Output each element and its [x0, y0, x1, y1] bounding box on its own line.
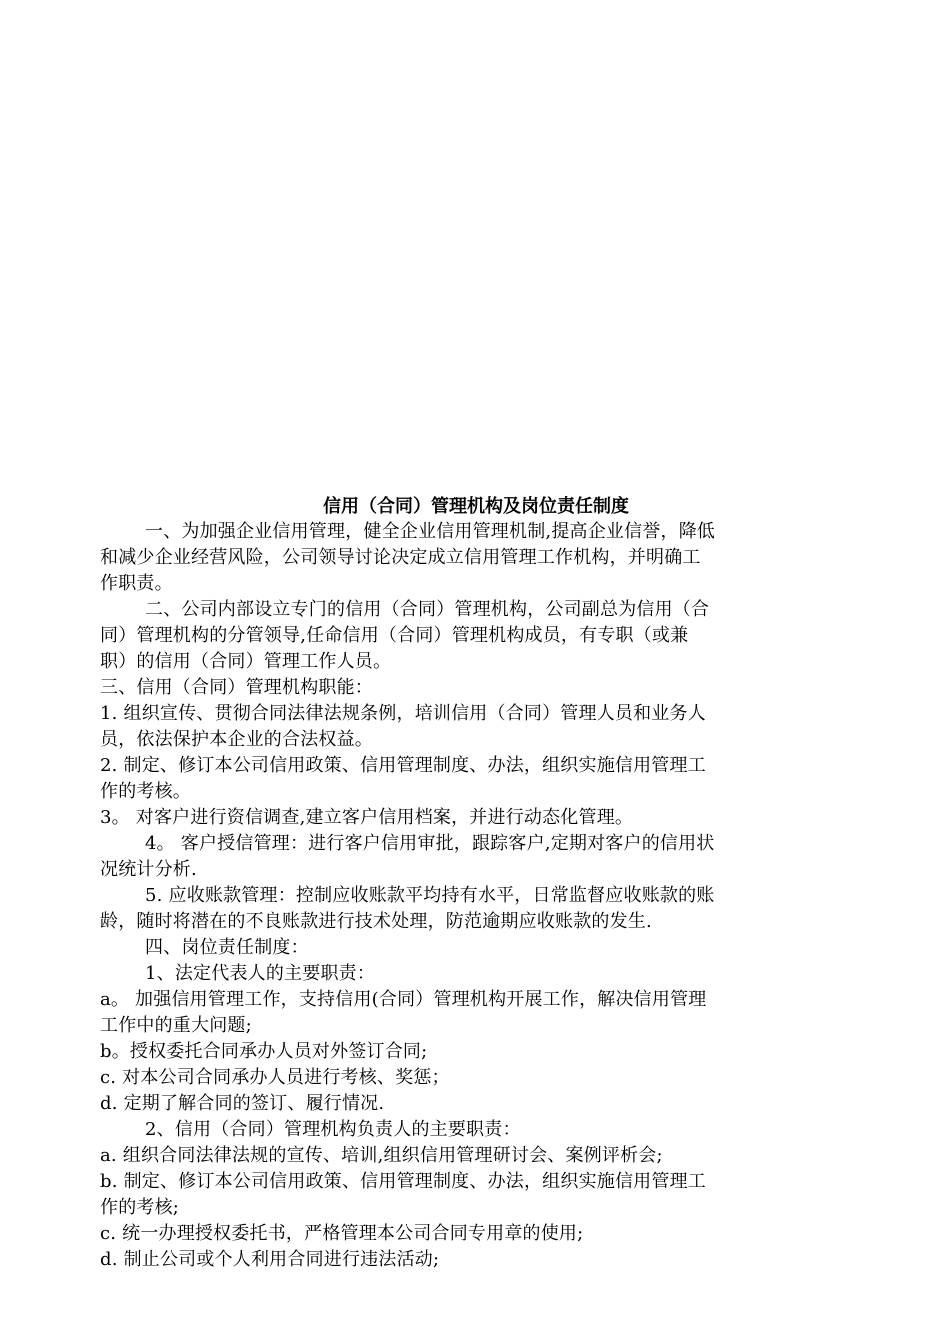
text-line: 4。 客户授信管理：进行客户信用审批，跟踪客户,定期对客户的信用状	[145, 833, 715, 854]
text-line: 况统计分析.	[100, 859, 197, 880]
text-line: c. 统一办理授权委托书，严格管理本公司合同专用章的使用;	[100, 1223, 584, 1244]
text-line: 5. 应收账款管理：控制应收账款平均持有水平，日常监督应收账款的账	[145, 885, 715, 906]
text-line: 2. 制定、修订本公司信用政策、信用管理制度、办法，组织实施信用管理工	[100, 755, 706, 776]
text-line: 3。 对客户进行资信调查,建立客户信用档案，并进行动态化管理。	[100, 807, 634, 828]
text-line: 作的考核。	[100, 781, 191, 802]
text-line: 二、公司内部设立专门的信用（合同）管理机构，公司副总为信用（合	[145, 599, 710, 620]
text-line: 三、信用（合同）管理机构职能：	[100, 677, 373, 698]
text-line: 职）的信用（合同）管理工作人员。	[100, 651, 392, 672]
text-line: 工作中的重大问题;	[100, 1015, 252, 1036]
text-line: 四、岗位责任制度：	[145, 937, 309, 958]
text-line: 1、法定代表人的主要职责：	[145, 963, 376, 984]
text-line: 作职责。	[100, 573, 173, 594]
text-line: b。授权委托合同承办人员对外签订合同;	[100, 1041, 428, 1062]
text-line: 2、信用（合同）管理机构负责人的主要职责：	[145, 1119, 521, 1140]
document-title: 信用（合同）管理机构及岗位责任制度	[323, 496, 629, 517]
text-line: d. 制止公司或个人利用合同进行违法活动;	[100, 1249, 440, 1270]
document-text	[100, 519, 852, 1273]
text-line: 和减少企业经营风险，公司领导讨论决定成立信用管理工作机构，并明确工	[100, 547, 701, 568]
text-line: a. 组织合同法律法规的宣传、培训,组织信用管理研讨会、案例评析会;	[100, 1145, 663, 1166]
text-line: 1. 组织宣传、贯彻合同法律法规条例，培训信用（合同）管理人员和业务人	[100, 703, 706, 724]
text-line: 员，依法保护本企业的合法权益。	[100, 729, 373, 750]
text-line: 作的考核;	[100, 1197, 180, 1218]
text-line: 同）管理机构的分管领导,任命信用（合同）管理机构成员，有专职（或兼	[100, 625, 689, 646]
document-body	[100, 494, 852, 1273]
text-line: 龄，随时将潜在的不良账款进行技术处理，防范逾期应收账款的发生.	[100, 911, 652, 932]
text-line: 一、为加强企业信用管理，健全企业信用管理机制,提高企业信誉，降低	[145, 521, 716, 542]
text-line: d. 定期了解合同的签订、履行情况.	[100, 1093, 385, 1114]
text-line: c. 对本公司合同承办人员进行考核、奖惩；	[100, 1067, 450, 1088]
text-line: b. 制定、修订本公司信用政策、信用管理制度、办法，组织实施信用管理工	[100, 1171, 706, 1192]
text-line: a。 加强信用管理工作，支持信用(合同）管理机构开展工作，解决信用管理	[100, 989, 707, 1010]
